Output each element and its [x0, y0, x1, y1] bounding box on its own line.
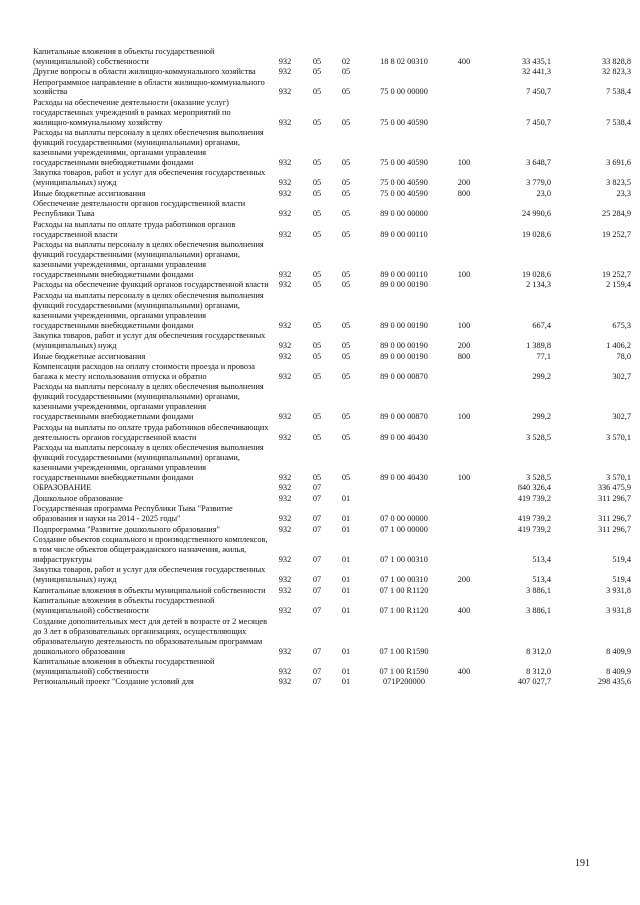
row-target-article: 75 0 00 40590: [380, 157, 428, 167]
row-subsection-code: 05: [341, 229, 351, 239]
row-target-article: 07 1 00 R1120: [379, 606, 429, 616]
budget-table-body: [33, 46, 633, 687]
row-expense-type: 200: [457, 341, 471, 350]
row-amount-year1: 3 779,0: [526, 178, 551, 188]
row-amount-year2: 311 296,7: [598, 514, 631, 524]
row-ministry-code: 932: [278, 371, 292, 381]
row-amount-year2: 302,7: [612, 412, 631, 422]
row-target-article: 07 1 00 00310: [380, 554, 428, 564]
row-ministry-code: 932: [278, 341, 292, 350]
row-subsection-code: 01: [341, 666, 351, 676]
row-amount-year1: 840 326,4: [517, 483, 551, 493]
row-section-code: 05: [312, 341, 322, 350]
row-name: Капитальные вложения в объекты государственной (муниципальной) собственности: [33, 46, 215, 66]
row-amount-year2: 336 475,9: [597, 483, 631, 493]
row-ministry-code: 932: [278, 320, 292, 330]
table-row: [33, 596, 633, 616]
row-ministry-code: 932: [278, 209, 292, 219]
row-amount-year1: 32 441,3: [521, 67, 551, 76]
row-expense-type: 100: [457, 472, 471, 482]
table-row: [33, 199, 633, 219]
row-expense-type: [449, 422, 479, 442]
table-row: [33, 77, 633, 97]
row-subsection-code: 05: [341, 209, 351, 219]
row-amount-year2: 2 159,4: [606, 280, 631, 290]
table-row: [33, 280, 633, 291]
row-amount-year1: 19 028,6: [521, 269, 551, 279]
row-amount-year1: 299,2: [532, 412, 551, 422]
row-ministry-code: 932: [278, 472, 292, 482]
row-section-code: 05: [312, 432, 322, 442]
table-row: [33, 168, 633, 188]
row-amount-year2: 8 409,9: [606, 646, 631, 656]
row-amount-year2: 298 435,6: [597, 677, 631, 687]
row-expense-type: 200: [457, 178, 471, 188]
row-amount-year2: 3 570,1: [606, 472, 631, 482]
row-ministry-code: 932: [278, 524, 292, 534]
row-expense-type: [449, 483, 479, 494]
row-amount-year2: 519,4: [612, 554, 631, 564]
row-section-code: 07: [312, 575, 322, 585]
row-name: Дошкольное образование: [33, 493, 123, 503]
row-name: Другие вопросы в области жилищно-коммунального хозяйства: [33, 67, 256, 76]
row-target-article: 89 0 00 00190: [380, 280, 428, 290]
row-expense-type: [449, 77, 479, 97]
row-amount-year2: 8 409,9: [606, 666, 631, 676]
row-ministry-code: 932: [278, 666, 292, 676]
table-row: [33, 493, 633, 504]
row-name: Расходы на выплаты персоналу в целях обеспечения выполнения функций государственными (муниципальными) органами, казенными учреждениями, органами управления государственными внебюджетными фондами: [33, 290, 264, 330]
row-amount-year1: 3 528,5: [526, 472, 551, 482]
row-section-code: 05: [312, 209, 322, 219]
row-amount-year1: 513,4: [532, 554, 551, 564]
row-amount-year1: 8 312,0: [526, 666, 551, 676]
row-name: Компенсация расходов на оплату стоимости проезда и провоза багажа к месту использования отпуска и обратно: [33, 362, 255, 381]
row-target-article: 89 0 00 00110: [380, 229, 428, 239]
row-target-article: 89 0 00 00110: [380, 269, 428, 279]
row-section-code: 07: [312, 646, 322, 656]
row-expense-type: 800: [457, 188, 471, 198]
row-expense-type: 400: [457, 56, 471, 66]
row-target-article: 89 0 00 00870: [380, 371, 428, 381]
row-amount-year1: 667,4: [532, 320, 551, 330]
row-expense-type: [449, 524, 479, 535]
row-subsection-code: 01: [341, 677, 351, 687]
row-amount-year1: 3 648,7: [526, 157, 551, 167]
row-ministry-code: 932: [278, 575, 292, 585]
row-section-code: 05: [312, 320, 322, 330]
row-expense-type: 100: [457, 412, 471, 422]
row-section-code: 05: [312, 117, 322, 127]
row-target-article: 18 8 02 00310: [380, 56, 428, 66]
table-row: [33, 442, 633, 482]
row-target-article: 89 0 00 40430: [380, 432, 428, 442]
row-name: ОБРАЗОВАНИЕ: [33, 483, 92, 493]
row-name: Расходы на обеспечение функций органов государственной власти: [33, 280, 269, 290]
row-name: Расходы на выплаты персоналу в целях обеспечения выполнения функций государственными (муниципальными) органами, казенными учреждениями, органами управления государственными внебюджетными фондами: [33, 128, 264, 167]
row-target-article: 89 0 00 00190: [380, 341, 428, 350]
row-expense-type: [449, 535, 479, 565]
row-name: Подпрограмма "Развитие дошкольного образования": [33, 524, 220, 534]
row-section-code: 07: [312, 554, 322, 564]
row-target-article: 07 1 00 00000: [380, 524, 428, 534]
row-section-code: 05: [312, 280, 322, 290]
row-expense-type: 200: [457, 575, 471, 585]
row-target-article: 07 0 00 00000: [380, 514, 428, 524]
row-expense-type: [449, 616, 479, 656]
row-amount-year1: 419 739,2: [517, 493, 551, 503]
row-subsection-code: 02: [341, 56, 351, 66]
row-name: Непрограммное направление в области жилищно-коммунального хозяйства: [33, 77, 265, 97]
row-amount-year2: 302,7: [612, 371, 631, 381]
row-amount-year2: 32 823,3: [601, 67, 631, 76]
row-subsection-code: 01: [341, 575, 351, 585]
row-target-article: 07 1 00 R1120: [379, 585, 429, 595]
row-amount-year1: 24 990,6: [521, 209, 551, 219]
row-name: Расходы на выплаты персоналу в целях обеспечения выполнения функций государственными (муниципальными) органами, казенными учреждениями, органами управления государственными внебюджетными фондами: [33, 443, 264, 482]
row-ministry-code: 932: [278, 56, 292, 66]
row-ministry-code: 932: [278, 229, 292, 239]
row-expense-type: 800: [457, 351, 471, 361]
row-section-code: 05: [312, 178, 322, 188]
row-subsection-code: 05: [341, 157, 351, 167]
row-ministry-code: 932: [278, 280, 292, 290]
row-amount-year2: 23,3: [616, 188, 631, 198]
row-expense-type: [449, 219, 479, 239]
table-row: [33, 565, 633, 585]
row-section-code: 05: [312, 229, 322, 239]
row-name: Капитальные вложения в объекты муниципальной собственности: [33, 585, 266, 595]
row-subsection-code: 01: [341, 493, 351, 503]
row-subsection-code: [333, 483, 359, 494]
table-row: [33, 616, 633, 656]
row-amount-year1: 77,1: [536, 351, 551, 361]
table-row: [33, 66, 633, 77]
row-target-article: 75 0 00 40590: [380, 117, 428, 127]
row-target-article: 75 0 00 40590: [380, 188, 428, 198]
row-subsection-code: 01: [341, 646, 351, 656]
row-amount-year1: 19 028,6: [521, 229, 551, 239]
table-row: [33, 361, 633, 381]
row-ministry-code: 932: [278, 178, 292, 188]
row-amount-year1: 8 312,0: [526, 646, 551, 656]
row-subsection-code: 05: [341, 341, 351, 350]
row-section-code: 07: [312, 493, 322, 503]
row-expense-type: 400: [457, 606, 471, 616]
row-amount-year2: 311 296,7: [598, 524, 631, 534]
row-amount-year2: 3 823,5: [606, 178, 631, 188]
row-section-code: 05: [312, 87, 322, 97]
row-amount-year1: 3 528,5: [526, 432, 551, 442]
row-section-code: 05: [312, 472, 322, 482]
row-name: Расходы на выплаты персоналу в целях обеспечения выполнения функций государственными (муниципальными) органами, казенными учреждениями, органами управления государственными внебюджетными фондами: [33, 240, 264, 279]
row-expense-type: 100: [457, 320, 471, 330]
table-row: [33, 128, 633, 168]
table-row: [33, 504, 633, 524]
table-row: [33, 97, 633, 127]
table-row: [33, 422, 633, 442]
row-subsection-code: 01: [341, 514, 351, 524]
row-target-article: 89 0 00 40430: [380, 472, 428, 482]
row-name: Расходы на выплаты по оплате труда работников органов государственной власти: [33, 219, 236, 239]
row-subsection-code: 05: [341, 67, 351, 76]
row-name: Обеспечение деятельности органов государственной власти Республики Тыва: [33, 199, 246, 219]
row-target-article: 75 0 00 40590: [380, 178, 428, 188]
row-subsection-code: 01: [341, 606, 351, 616]
table-row: [33, 290, 633, 330]
row-target-article: 07 1 00 R1590: [379, 666, 429, 676]
row-ministry-code: 932: [278, 554, 292, 564]
row-subsection-code: 01: [341, 585, 351, 595]
row-target-article: 89 0 00 00000: [380, 209, 428, 219]
row-amount-year1: 33 435,1: [521, 56, 551, 66]
row-name: Создание объектов социального и производственного комплексов, в том числе объектов общегражданского назначения, жилья, инфраструктуры: [33, 535, 268, 564]
row-amount-year1: 7 450,7: [526, 87, 551, 97]
row-name: Закупка товаров, работ и услуг для обеспечения государственных (муниципальных) нужд: [33, 168, 266, 188]
row-name: Иные бюджетные ассигнования: [33, 351, 146, 361]
row-target-article: 07 1 00 00310: [380, 575, 428, 585]
row-amount-year1: 7 450,7: [526, 117, 551, 127]
budget-table: [33, 46, 633, 687]
table-row: [33, 677, 633, 688]
table-row: [33, 483, 633, 494]
row-name: Капитальные вложения в объекты государственной (муниципальной) собственности: [33, 596, 215, 616]
row-expense-type: [449, 361, 479, 381]
row-subsection-code: 05: [341, 188, 351, 198]
row-ministry-code: 932: [278, 677, 292, 687]
row-section-code: 05: [312, 371, 322, 381]
row-name: Капитальные вложения в объекты государственной (муниципальной) собственности: [33, 657, 215, 676]
row-section-code: 07: [312, 514, 322, 524]
row-amount-year1: 419 739,2: [517, 514, 551, 524]
row-name: Закупка товаров, работ и услуг для обеспечения государственных (муниципальных) нужд: [33, 565, 266, 585]
row-expense-type: 100: [457, 269, 471, 279]
row-subsection-code: 05: [341, 280, 351, 290]
row-ministry-code: 932: [278, 188, 292, 198]
row-amount-year2: 7 538,4: [606, 117, 631, 127]
table-row: [33, 188, 633, 199]
row-expense-type: [449, 677, 479, 688]
row-expense-type: 400: [457, 666, 471, 676]
row-ministry-code: 932: [278, 412, 292, 422]
row-amount-year1: 407 027,7: [517, 677, 551, 687]
row-amount-year1: 419 739,2: [517, 524, 551, 534]
row-section-code: 05: [312, 188, 322, 198]
row-section-code: 05: [312, 157, 322, 167]
row-section-code: 07: [312, 666, 322, 676]
row-name: Расходы на выплаты персоналу в целях обеспечения выполнения функций государственными (муниципальными) органами, казенными учреждениями, органами управления государственными внебюджетными фондами: [33, 382, 264, 422]
row-section-code: 07: [312, 585, 322, 595]
row-amount-year2: 7 538,4: [606, 87, 631, 97]
table-row: [33, 382, 633, 422]
row-section-code: 07: [312, 606, 322, 616]
row-ministry-code: 932: [278, 117, 292, 127]
row-subsection-code: 05: [341, 412, 351, 422]
row-expense-type: [449, 280, 479, 291]
row-section-code: 05: [312, 269, 322, 279]
row-amount-year2: 25 284,9: [601, 209, 631, 219]
row-amount-year2: 311 296,7: [598, 493, 631, 503]
row-target-article: [359, 483, 449, 494]
row-subsection-code: 05: [341, 117, 351, 127]
row-ministry-code: 932: [278, 269, 292, 279]
row-name: Создание дополнительных мест для детей в возрасте от 2 месяцев до 3 лет в образовательных организациях, осуществляющих образовательную деятельность по образовательным программам дошкольного образования: [33, 616, 268, 656]
row-subsection-code: 05: [341, 351, 351, 361]
row-amount-year1: 3 886,1: [526, 606, 551, 616]
table-row: [33, 524, 633, 535]
row-amount-year1: 3 886,1: [526, 585, 551, 595]
row-expense-type: [449, 97, 479, 127]
row-target-article: 89 0 00 00870: [380, 412, 428, 422]
row-ministry-code: 932: [278, 606, 292, 616]
row-target-article: [359, 66, 449, 77]
row-amount-year2: 3 931,8: [606, 585, 631, 595]
row-amount-year2: 33 828,8: [601, 56, 631, 66]
row-amount-year2: 1 406,2: [606, 341, 631, 350]
row-expense-type: 100: [457, 157, 471, 167]
table-row: [33, 656, 633, 676]
table-row: [33, 219, 633, 239]
row-section-code: 07: [312, 483, 322, 493]
row-subsection-code: 05: [341, 87, 351, 97]
row-ministry-code: 932: [278, 514, 292, 524]
table-row: [33, 351, 633, 362]
row-ministry-code: 932: [278, 493, 292, 503]
row-subsection-code: 05: [341, 178, 351, 188]
row-name: Закупка товаров, работ и услуг для обеспечения государственных (муниципальных) нужд: [33, 331, 266, 350]
row-ministry-code: 932: [278, 351, 292, 361]
row-target-article: 071P200000: [383, 677, 425, 687]
row-section-code: 07: [312, 524, 322, 534]
row-ministry-code: 932: [278, 646, 292, 656]
budget-table-container: [33, 46, 633, 687]
row-amount-year1: 1 389,8: [526, 341, 551, 350]
row-ministry-code: 932: [278, 432, 292, 442]
row-expense-type: [449, 199, 479, 219]
row-expense-type: [449, 66, 479, 77]
row-subsection-code: 05: [341, 269, 351, 279]
row-amount-year1: 299,2: [532, 371, 551, 381]
row-amount-year2: 3 931,8: [606, 606, 631, 616]
table-row: [33, 331, 633, 351]
row-expense-type: [449, 504, 479, 524]
row-target-article: 07 1 00 R1590: [379, 646, 429, 656]
row-amount-year1: 513,4: [532, 575, 551, 585]
row-expense-type: [449, 493, 479, 504]
row-name: Расходы на выплаты по оплате труда работников обеспечивающих деятельность органов государственной власти: [33, 422, 269, 442]
row-ministry-code: 932: [278, 87, 292, 97]
table-row: [33, 240, 633, 280]
row-amount-year2: 3 691,6: [606, 157, 631, 167]
row-amount-year2: 3 570,1: [606, 432, 631, 442]
row-amount-year2: 78,0: [616, 351, 631, 361]
row-target-article: 89 0 00 00190: [380, 351, 428, 361]
row-section-code: 05: [312, 67, 322, 76]
row-target-article: 75 0 00 00000: [380, 87, 428, 97]
row-amount-year2: 19 252,7: [601, 269, 631, 279]
row-ministry-code: 932: [278, 585, 292, 595]
row-section-code: 05: [312, 56, 322, 66]
table-row: [33, 585, 633, 596]
page-number: 191: [575, 858, 590, 869]
row-target-article: [359, 493, 449, 504]
table-row: [33, 535, 633, 565]
row-name: Региональный проект "Создание условий для: [33, 677, 194, 687]
row-section-code: 05: [312, 412, 322, 422]
row-name: Расходы на обеспечение деятельности (оказание услуг) государственных учреждений в рамках мероприятий по жилищно-коммунальному хозяйству: [33, 97, 231, 127]
row-amount-year2: 519,4: [612, 575, 631, 585]
row-amount-year2: 675,3: [612, 320, 631, 330]
row-section-code: 07: [312, 677, 322, 687]
row-subsection-code: 05: [341, 472, 351, 482]
row-subsection-code: 01: [341, 554, 351, 564]
row-ministry-code: 932: [278, 157, 292, 167]
row-name: Иные бюджетные ассигнования: [33, 188, 146, 198]
row-expense-type: [449, 585, 479, 596]
table-row: [33, 46, 633, 66]
row-section-code: 05: [312, 351, 322, 361]
row-subsection-code: 05: [341, 432, 351, 442]
row-ministry-code: 932: [278, 67, 292, 76]
row-amount-year1: 2 134,3: [526, 280, 551, 290]
row-name: Государственная программа Республики Тыва "Развитие образования и науки на 2014 - 2025 годы": [33, 504, 233, 524]
row-target-article: 89 0 00 00190: [380, 320, 428, 330]
row-subsection-code: 05: [341, 320, 351, 330]
row-subsection-code: 01: [341, 524, 351, 534]
row-amount-year2: 19 252,7: [601, 229, 631, 239]
row-ministry-code: 932: [278, 483, 292, 493]
row-amount-year1: 23,0: [536, 188, 551, 198]
row-subsection-code: 05: [341, 371, 351, 381]
